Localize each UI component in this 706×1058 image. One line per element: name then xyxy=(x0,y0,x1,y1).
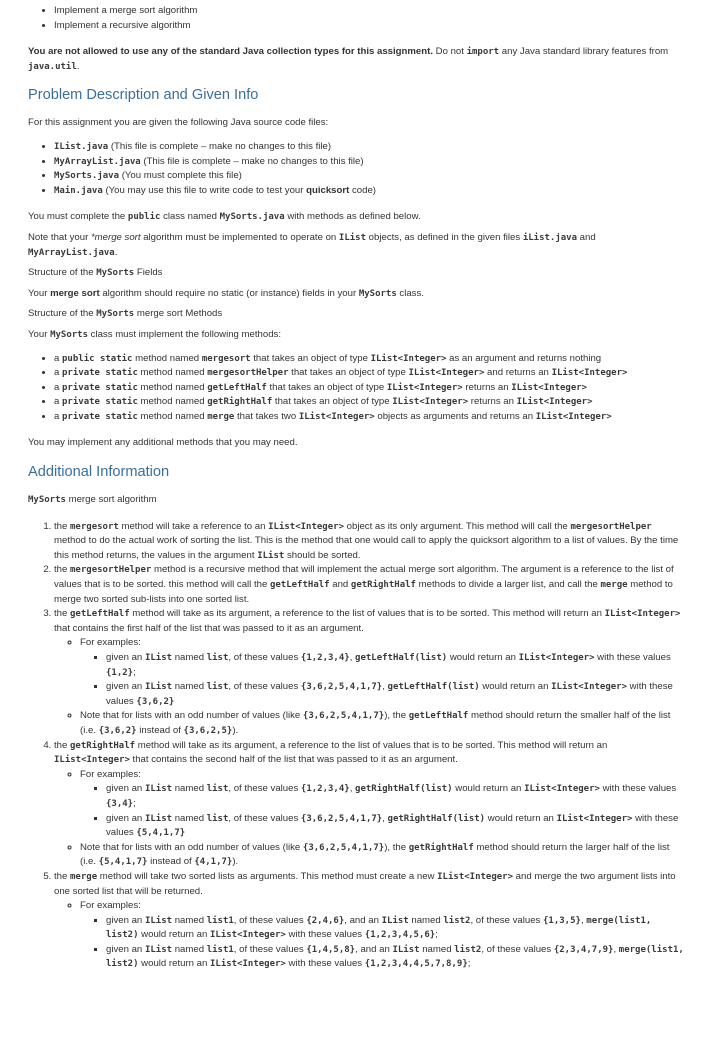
goals-list xyxy=(28,4,684,33)
code: getLeftHalf(list) xyxy=(387,682,480,693)
text: objects, as defined in the given files xyxy=(366,231,523,243)
algorithm-steps xyxy=(28,520,684,972)
text: the xyxy=(54,870,71,882)
list-item xyxy=(106,651,684,680)
text: a xyxy=(54,352,63,364)
code: IList<Integer> xyxy=(524,784,600,795)
sub-list xyxy=(54,768,684,870)
sub-list xyxy=(54,636,684,738)
text: , xyxy=(580,914,587,926)
text: ; xyxy=(133,797,136,809)
text: that takes an object of type xyxy=(288,367,409,379)
text: For examples: xyxy=(80,637,141,649)
text: , xyxy=(382,812,388,824)
code: list2 xyxy=(443,915,471,926)
methods-list xyxy=(28,352,684,425)
code: MyArrayList.java xyxy=(28,247,115,258)
text: objects as arguments and returns an xyxy=(374,410,536,422)
text: class named xyxy=(160,211,220,223)
text: that takes an object of type xyxy=(250,352,371,364)
code: private static xyxy=(62,411,138,422)
text: the xyxy=(54,564,71,576)
methods-heading xyxy=(28,307,684,322)
code: IList<Integer> xyxy=(518,653,595,663)
code: IList xyxy=(144,944,173,955)
code: MySorts.java xyxy=(219,212,285,223)
code: IList<Integer> xyxy=(392,397,469,408)
text: method named xyxy=(137,396,208,408)
text: named xyxy=(172,783,207,795)
code: MySorts xyxy=(28,495,66,506)
text: would return an xyxy=(138,929,210,941)
text: You must complete the xyxy=(28,211,128,223)
code: mergesortHelper xyxy=(70,565,152,576)
code: merge xyxy=(70,871,98,882)
code: IList<Integer> xyxy=(551,682,627,693)
text: ). xyxy=(232,724,239,736)
code: {3,6,2} xyxy=(136,696,175,707)
code: {1,2} xyxy=(106,667,134,678)
code: merge(list1, list2) xyxy=(106,915,652,941)
code: list xyxy=(206,784,229,795)
text: Your xyxy=(28,287,51,299)
code: merge(list1, list2) xyxy=(106,944,684,970)
text: For examples: xyxy=(80,768,141,780)
code: getRightHalf xyxy=(408,842,474,853)
text: Note that for lists with an odd number of values (like xyxy=(80,841,303,853)
code: list1 xyxy=(206,915,234,926)
text: the xyxy=(54,608,71,620)
code: {1,2,3,4,5,6} xyxy=(364,930,436,941)
code: {5,4,1,7} xyxy=(98,857,148,868)
code: MySorts xyxy=(96,309,135,320)
code: IList<Integer> xyxy=(298,411,375,422)
list-item xyxy=(54,870,684,972)
code: IList xyxy=(144,813,173,824)
list-item xyxy=(106,680,684,709)
code: IList<Integer> xyxy=(437,871,513,882)
text: named xyxy=(172,812,207,824)
code: getLeftHalf xyxy=(408,711,469,722)
text: , of these values xyxy=(470,914,543,926)
code: {3,6,2,5,4,1,7} xyxy=(300,682,383,693)
text: with methods as defined below. xyxy=(284,211,421,223)
text: , of these values xyxy=(233,943,307,955)
text: Note that for lists with an odd number of values (like xyxy=(80,710,303,722)
text: as an argument and returns nothing xyxy=(446,352,602,364)
list-item xyxy=(54,739,684,870)
given-files-intro: For this assignment you are given the following Java source code files: xyxy=(28,117,329,129)
examples-list xyxy=(80,651,684,709)
code: {3,6,2,5,4,1,7} xyxy=(302,711,385,722)
code: list2 xyxy=(454,944,482,955)
code: {3,6,2,5,4,1,7} xyxy=(300,813,383,824)
list-item xyxy=(54,366,684,381)
text: ). xyxy=(232,856,239,868)
text: *merge sort xyxy=(90,231,141,243)
code: IList<Integer> xyxy=(370,353,447,364)
code: list xyxy=(206,682,229,693)
fields-heading xyxy=(28,266,684,281)
text: the xyxy=(54,739,71,751)
file-name: MySorts.java xyxy=(54,171,120,182)
text: Fields xyxy=(134,267,163,279)
text: algorithm must be implemented to operate on xyxy=(140,231,339,243)
text: with these values xyxy=(285,958,365,970)
text: (This file is complete – make no changes to this file) xyxy=(140,155,364,167)
text: Structure of the xyxy=(28,267,97,279)
code: IList<Integer> xyxy=(535,411,612,422)
code: IList xyxy=(338,232,367,243)
text: that contains the first half of the list that was passed to it as an argument. xyxy=(54,622,364,634)
code: java.util xyxy=(28,61,77,72)
fields-paragraph xyxy=(28,287,684,302)
goal-text: Implement a recursive algorithm xyxy=(54,19,191,31)
text: with these values xyxy=(106,812,679,839)
code: {1,2,3,4} xyxy=(300,653,350,663)
text: that takes an object of type xyxy=(266,381,387,393)
code: {2,3,4,7,9} xyxy=(553,944,614,955)
file-name: MyArrayList.java xyxy=(54,156,141,167)
text: , of these values xyxy=(228,652,301,663)
list-item xyxy=(54,563,684,607)
text: , xyxy=(613,943,619,955)
code: {1,2,3,4,4,5,7,8,9} xyxy=(364,959,468,970)
text: . xyxy=(76,60,80,72)
code: mergesort xyxy=(201,353,251,364)
file-name: IList.java xyxy=(54,141,109,152)
text: would return an xyxy=(485,812,557,824)
text: instead of xyxy=(136,724,184,736)
code: IList<Integer> xyxy=(551,368,628,379)
code: getRightHalf(list) xyxy=(387,813,486,824)
code: {3,4} xyxy=(106,798,134,809)
text: algorithm should require no static (or instance) fields in your xyxy=(99,287,359,299)
list-item xyxy=(106,914,684,943)
text: (You may use this file to write code to test your xyxy=(102,184,307,196)
algorithm-subheading xyxy=(28,493,684,508)
text: a xyxy=(54,367,63,379)
code: {1,4,5,8} xyxy=(306,944,356,955)
text: , of these values xyxy=(233,914,307,926)
code: iList.java xyxy=(522,232,577,243)
examples-list xyxy=(80,782,684,840)
code: getLeftHalf xyxy=(207,382,267,393)
restriction-paragraph xyxy=(28,45,684,74)
code: mergesortHelper xyxy=(570,521,652,532)
code: public static xyxy=(62,353,133,364)
text: , xyxy=(382,681,388,693)
goal-text: Implement a merge sort algorithm xyxy=(54,5,198,16)
text: named xyxy=(419,943,455,955)
code: IList<Integer> xyxy=(516,397,593,408)
text: merge sort Methods xyxy=(134,308,223,320)
text: given an xyxy=(106,914,145,926)
text: and returns an xyxy=(484,367,552,379)
code: MySorts xyxy=(358,288,397,299)
code: mergesort xyxy=(70,521,119,532)
text: , xyxy=(349,783,356,795)
text: method named xyxy=(137,410,208,422)
code: IList xyxy=(392,944,420,955)
list-item xyxy=(106,812,684,841)
list-item xyxy=(80,709,684,738)
list-item xyxy=(54,410,684,425)
text: with these values xyxy=(285,929,365,941)
list-item xyxy=(80,899,684,972)
text: , of these values xyxy=(481,943,554,955)
methods-intro xyxy=(28,328,684,343)
text: method will take as its argument, a reference to the list of values that is to be sorted. This method will return an xyxy=(135,739,608,751)
text: method should return the smaller half of the list (i.e. xyxy=(80,710,671,736)
text: would return an xyxy=(479,681,552,693)
code: IList<Integer> xyxy=(408,368,485,379)
code: getRightHalf xyxy=(207,397,273,408)
code: import xyxy=(466,47,500,58)
text: , of these values xyxy=(228,812,301,824)
list-item xyxy=(80,636,684,709)
text: would return an xyxy=(452,783,525,795)
text: and merge the two argument lists into one sorted list that will be returned. xyxy=(54,870,676,897)
code: merge xyxy=(600,580,628,591)
text: with these values xyxy=(599,783,677,795)
code: IList xyxy=(144,915,173,926)
text: ), the xyxy=(384,710,409,722)
text: would return an xyxy=(447,652,519,663)
text: would return an xyxy=(138,958,210,970)
code: IList xyxy=(144,653,173,663)
text: , and an xyxy=(344,914,382,926)
note-paragraph xyxy=(28,231,684,260)
code: {1,3,5} xyxy=(543,915,581,926)
list-item xyxy=(54,140,684,155)
code: IList<Integer> xyxy=(511,382,588,393)
code: getRightHalf(list) xyxy=(355,784,453,795)
text: For examples: xyxy=(80,900,141,912)
text: returns an xyxy=(468,396,517,408)
given-files-list xyxy=(28,140,684,198)
code: MySorts xyxy=(50,329,88,340)
text: Structure of the xyxy=(28,308,97,320)
additional-methods-note: You may implement any additional methods that you may need. xyxy=(28,437,298,449)
file-name: Main.java xyxy=(54,185,103,196)
text: method should return the larger half of the list (i.e. xyxy=(80,841,670,868)
code: {1,2,3,4} xyxy=(300,784,350,795)
text: given an xyxy=(106,783,145,795)
text: method to do the actual work of sorting the list. This is the method that one would call to apply the quicksort algorithm to a list of values. By the time this method returns, the values in the argument xyxy=(54,535,679,561)
text: named xyxy=(172,681,207,693)
text: method will take two sorted lists as arguments. This method must create a new xyxy=(97,870,438,882)
code: IList xyxy=(257,550,285,561)
code: public xyxy=(127,212,161,223)
text: that takes an object of type xyxy=(272,396,393,408)
text: quicksort xyxy=(306,184,350,196)
text: code) xyxy=(349,184,376,196)
text: the xyxy=(54,520,71,532)
text: (You must complete this file) xyxy=(119,170,242,182)
sub-list xyxy=(54,899,684,972)
text: ; xyxy=(467,958,471,970)
code: IList xyxy=(144,682,173,693)
code: IList<Integer> xyxy=(604,609,681,620)
text: method named xyxy=(137,381,208,393)
code: IList xyxy=(381,915,409,926)
text: class. xyxy=(396,287,424,299)
text: a xyxy=(54,381,63,393)
list-item xyxy=(54,381,684,396)
text: class must implement the following methods: xyxy=(88,328,282,340)
code: {3,6,2,5} xyxy=(183,725,233,736)
code: list1 xyxy=(206,944,234,955)
text: that contains the second half of the list that was passed to it as an argument. xyxy=(129,754,458,766)
text: method will take a reference to an xyxy=(118,520,269,532)
code: private static xyxy=(62,368,138,379)
code: list xyxy=(206,653,229,663)
text: named xyxy=(172,943,207,955)
text: method is a recursive method that will implement the actual merge sort algorithm. The argument is a reference to the list of values that is to be sorted. this method will call the xyxy=(54,564,674,591)
code: mergesortHelper xyxy=(207,368,289,379)
text: and xyxy=(577,231,596,243)
list-item xyxy=(80,841,684,870)
list-item xyxy=(106,782,684,811)
text: . xyxy=(114,246,118,258)
text: Note that your xyxy=(28,231,91,243)
text: a xyxy=(54,396,63,408)
text: , and an xyxy=(355,943,393,955)
text: named xyxy=(172,652,207,663)
list-item xyxy=(54,184,684,199)
text: , of these values xyxy=(228,783,301,795)
list-item xyxy=(54,607,684,738)
text: given an xyxy=(106,681,145,693)
code: IList<Integer> xyxy=(209,930,286,941)
text: merge sort algorithm xyxy=(65,494,157,506)
list-item xyxy=(54,520,684,564)
code: IList<Integer> xyxy=(54,755,130,766)
code: private static xyxy=(62,382,138,393)
text: given an xyxy=(106,812,145,824)
text: with these values xyxy=(594,652,671,663)
text: method named xyxy=(132,352,202,364)
text: named xyxy=(172,914,207,926)
text: method named xyxy=(137,367,208,379)
code: list xyxy=(206,813,229,824)
code: {3,6,2} xyxy=(98,725,137,736)
list-item xyxy=(54,4,684,19)
text: instead of xyxy=(147,856,195,868)
examples-list xyxy=(80,914,684,972)
code: getRightHalf xyxy=(350,580,416,591)
list-item xyxy=(54,169,684,184)
list-item xyxy=(80,768,684,841)
text: a xyxy=(54,410,63,422)
text: named xyxy=(408,914,444,926)
code: private static xyxy=(62,397,138,408)
text: , xyxy=(349,652,356,663)
code: {2,4,6} xyxy=(306,915,345,926)
text: method will take as its argument, a reference to the list of values that is to be sorted. This method will return an xyxy=(129,608,605,620)
code: IList<Integer> xyxy=(209,959,286,970)
text: given an xyxy=(106,943,145,955)
code: {4,1,7} xyxy=(194,857,233,868)
text: Your xyxy=(28,328,51,340)
text: method to merge two sorted sub-lists into one sorted list. xyxy=(54,579,673,605)
code: IList<Integer> xyxy=(556,813,633,824)
code: merge xyxy=(207,411,235,422)
text: (This file is complete – make no changes to this file) xyxy=(108,140,332,152)
text: that takes two xyxy=(234,410,299,422)
text: and xyxy=(329,579,351,591)
text: ; xyxy=(435,929,438,941)
text: any Java standard library features from xyxy=(499,46,669,58)
text: methods to divide a larger list, and call the xyxy=(415,579,601,591)
list-item xyxy=(54,352,684,367)
restriction-bold: You are not allowed to use any of the standard Java collection types for this assignment. xyxy=(28,46,433,58)
list-item xyxy=(54,19,684,34)
code: getLeftHalf(list) xyxy=(355,653,448,663)
text: ), the xyxy=(384,841,409,853)
section-title: Problem Description and Given Info xyxy=(28,87,259,104)
code: {5,4,1,7} xyxy=(136,828,186,839)
code: IList<Integer> xyxy=(268,521,344,532)
text: object as its only argument. This method will call the xyxy=(343,520,571,532)
text: ; xyxy=(133,666,136,678)
code: getRightHalf xyxy=(70,740,136,751)
code: getLeftHalf xyxy=(70,609,130,620)
text: Do not xyxy=(432,46,467,58)
code: MySorts xyxy=(96,268,135,279)
must-complete-paragraph xyxy=(28,210,684,225)
text: should be sorted. xyxy=(284,549,361,561)
text: returns an xyxy=(462,381,512,393)
code: getLeftHalf xyxy=(269,580,330,591)
text: with these values xyxy=(106,681,673,707)
code: IList<Integer> xyxy=(386,382,463,393)
text: merge sort xyxy=(50,287,100,299)
list-item xyxy=(54,395,684,410)
text: , of these values xyxy=(228,681,301,693)
list-item xyxy=(106,943,684,972)
list-item xyxy=(54,155,684,170)
code: IList xyxy=(144,784,173,795)
code: {3,6,2,5,4,1,7} xyxy=(302,842,385,853)
text: given an xyxy=(106,652,145,663)
section-title: Additional Information xyxy=(28,464,170,481)
